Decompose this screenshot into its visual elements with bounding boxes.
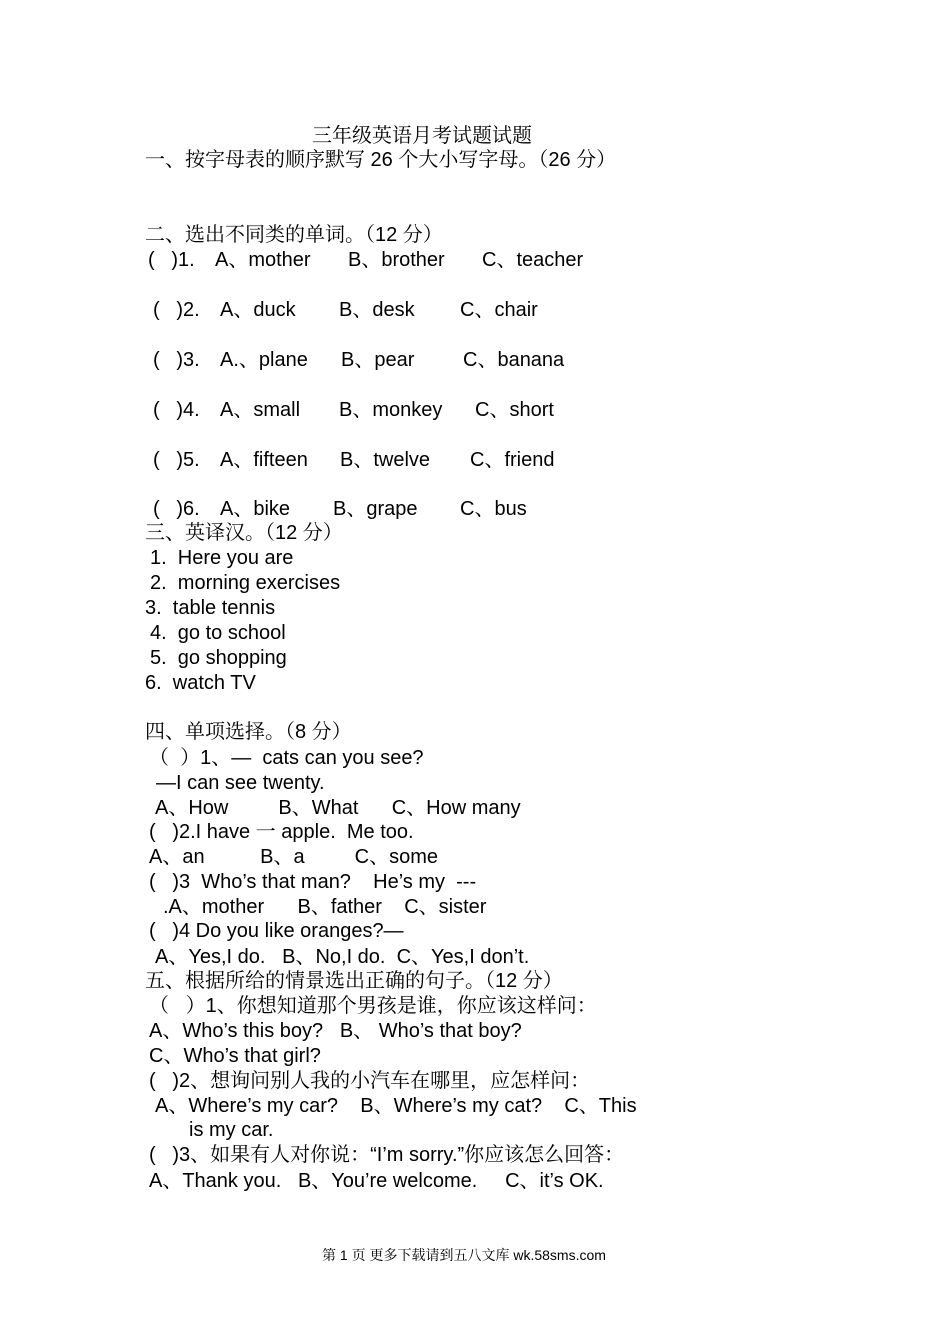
translation-item: 2. morning exercises xyxy=(150,572,341,594)
option-a: A、fifteen xyxy=(220,449,308,471)
option-c: C、short xyxy=(475,399,554,421)
translation-item: 1. Here you are xyxy=(150,547,294,569)
translation-item: 4. go to school xyxy=(150,622,286,644)
answer-bracket: ( )3. xyxy=(153,349,200,371)
option-c: C、banana xyxy=(463,349,565,371)
option-b: B、brother xyxy=(348,249,445,271)
answer-bracket: ( )4. xyxy=(153,399,200,421)
answer-bracket: ( )2. xyxy=(153,299,200,321)
option-a: A.、plane xyxy=(220,349,308,371)
options-line: A、How B、What C、How many xyxy=(155,797,521,819)
options-line: A、an B、a C、some xyxy=(149,846,438,868)
section-5-heading: 五、根据所给的情景选出正确的句子。（12 分） xyxy=(145,970,563,992)
option-c: C、friend xyxy=(470,449,555,471)
page-footer: 第 1 页 更多下载请到五八文库 wk.58sms.com xyxy=(322,1247,606,1263)
option-c: C、teacher xyxy=(482,249,584,271)
answer-bracket: ( )5. xyxy=(153,449,200,471)
option-c: C、bus xyxy=(460,498,527,520)
option-b: B、pear xyxy=(341,349,415,371)
options-line: A、Who’s this boy? B、 Who’s that boy? xyxy=(149,1020,522,1042)
question-line: （ ）1、你想知道那个男孩是谁，你应该这样问： xyxy=(149,995,597,1017)
options-line: A、Yes,I do. B、No,I do. C、Yes,I don’t. xyxy=(155,946,530,968)
section-3-heading: 三、英译汉。（12 分） xyxy=(145,522,343,544)
question-line: ( )3、如果有人对你说：“I’m sorry.”你应该怎么回答： xyxy=(149,1144,625,1166)
question-line: ( )2、想询问别人我的小汽车在哪里，应怎样问： xyxy=(149,1070,591,1092)
section-2-heading: 二、选出不同类的单词。（12 分） xyxy=(145,224,443,246)
option-b: B、monkey xyxy=(339,399,443,421)
option-c: C、chair xyxy=(460,299,538,321)
answer-bracket: ( )1. xyxy=(148,249,195,271)
option-a: A、bike xyxy=(220,498,291,520)
section-1-heading: 一、按字母表的顺序默写 26 个大小写字母。（26 分） xyxy=(145,149,617,171)
options-line: A、Thank you. B、You’re welcome. C、it’s OK. xyxy=(149,1170,604,1192)
option-b: B、desk xyxy=(339,299,415,321)
options-line: C、Who’s that girl? xyxy=(149,1045,321,1067)
translation-item: 6. watch TV xyxy=(145,672,256,694)
question-line: —I can see twenty. xyxy=(156,772,325,794)
question-line: ( )2.I have 一 apple. Me too. xyxy=(149,821,414,843)
option-a: A、small xyxy=(220,399,301,421)
options-line: .A、mother B、father C、sister xyxy=(163,896,487,918)
option-b: B、grape xyxy=(333,498,418,520)
options-line: A、Where’s my car? B、Where’s my cat? C、This xyxy=(155,1095,637,1117)
option-b: B、twelve xyxy=(340,449,431,471)
translation-item: 5. go shopping xyxy=(150,647,287,669)
translation-item: 3. table tennis xyxy=(145,597,276,619)
section-4-heading: 四、单项选择。（8 分） xyxy=(145,721,352,743)
options-line: is my car. xyxy=(189,1119,274,1141)
question-line: （ ）1、— cats can you see? xyxy=(149,747,424,769)
option-a: A、duck xyxy=(220,299,296,321)
page-title: 三年级英语月考试题试题 xyxy=(312,125,532,147)
option-a: A、mother xyxy=(215,249,311,271)
answer-bracket: ( )6. xyxy=(153,498,200,520)
question-line: ( )4 Do you like oranges?— xyxy=(149,920,404,942)
question-line: ( )3 Who’s that man? He’s my --- xyxy=(149,871,477,893)
